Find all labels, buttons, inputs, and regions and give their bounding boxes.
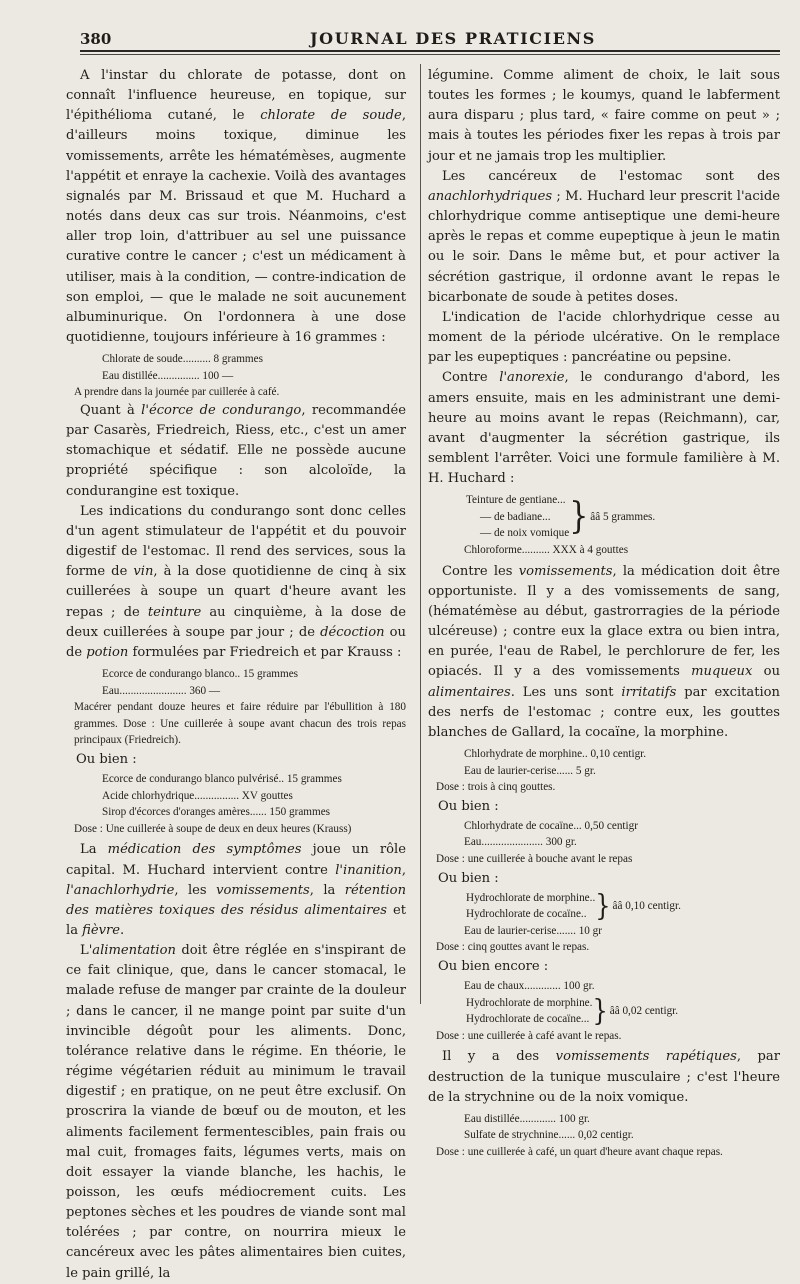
formula-line: Chlorate de soude.......... 8 grammes — [102, 353, 263, 366]
formula-line: Teinture de gentiane... — [466, 494, 566, 507]
formula-line: Eau distillée............. 100 gr. — [464, 1112, 590, 1125]
left-column — [66, 66, 406, 1284]
ou-bien-label: Ou bien : — [438, 870, 499, 886]
page-header — [80, 28, 780, 50]
formula-line: Hydrochlorate de morphine.. — [466, 891, 596, 904]
paragraph-acide: L'indication de l'acide chlorhydrique cesse au moment de la période ulcérative. On le remplace par les eupeptiques : pancréatine ou pepsine. — [428, 309, 780, 366]
formula-line: Eau........................ 360 — — [102, 684, 221, 697]
formula-line: Hydrochlorate de morphine. — [466, 996, 593, 1009]
formula-line: Ecorce de condurango blanco pulvérisé.. 15 grammes — [102, 772, 342, 785]
paragraph-rapetiques: Il y a des vomissements rapétiques, par destruction de la tunique musculaire ; c'est l'heure de la strychnine ou de la noix vomique. — [428, 1049, 781, 1105]
formula-line: — de noix vomique — [480, 527, 570, 540]
formula-note: Dose : cinq gouttes avant le repas. — [436, 941, 590, 954]
paragraph-indications: Les indications du condurango sont donc celles d'un agent stimulateur de l'appétit et du pouvoir digestif de l'estomac. Il rend des services, sous la forme de vin, à la dose quotidienne de cinq à six cuillerées à soupe un quart d'heure avant les repas ; de teinture au cinquième, à la dose de deux cuillerées à soupe par jour ; de décoction ou de potion formulées par Friedreich et par Krauss : — [66, 503, 407, 660]
formula-group — [428, 492, 780, 542]
paragraph-legumine: légumine. Comme aliment de choix, le lait sous toutes les formes ; le koumys, quand le labferment aura disparu ; plus tard, « faire comme on peut » ; mais à toutes les périodes fixer les repas à trois par jour et ne jamais trop les multiplier. — [428, 68, 780, 164]
paragraph-alimentation: L'alimentation doit être réglée en s'inspirant de ce fait clinique, que, dans le cancer stomacal, le malade refuse de manger par crainte de la douleur ; dans le cancer, il ne mange point par suite d'un invincible dégoût pour les aliments. Donc, tolérance relative dans le régime. En théorie, le régime végétarien réduit au minimum le travail digestif ; en pratique, on ne peut être exclusif. On proscrira la viande de bœuf ou de mouton, et les aliments facilement fermentescibles, pain frais ou mal cuit, fromages faits, légumes verts, mais on doit essayer la viande blanche, les hachis, le poisson, les œufs médiocrement cuits. Les peptones sèches et les poudres de viande sont mal tolérées ; par contre, on nourrira mieux le cancéreux avec les pâtes alimentaires bien cuites, le pain grillé, la — [66, 943, 406, 1281]
formula-note: Dose : une cuillerée à café avant le repas. — [436, 1029, 622, 1042]
ou-bien-label: Ou bien encore : — [438, 959, 549, 974]
formula-line: Chlorhydrate de cocaïne... 0,50 centigr — [464, 819, 638, 832]
formula-note: Dose : une cuillerée à bouche avant le repas — [436, 853, 633, 866]
formula-note: Macérer pendant douze heures et faire réduire par l'ébullition à 180 grammes. Dose : Une cuillerée à soupe avant chacun des trois repas principaux (Friedreich). — [74, 701, 406, 747]
formula-line: Sirop d'écorces d'oranges amères...... 150 grammes — [102, 806, 331, 819]
formula-line: Eau de chaux............. 100 gr. — [464, 980, 595, 992]
formula-dose: ââ 5 grammes. — [590, 510, 656, 523]
formula-dose: ââ 0,02 centigr. — [609, 1004, 679, 1017]
paragraph-symptomes: La médication des symptômes joue un rôle capital. M. Huchard intervient contre l'inanition, l'anachlorhydrie, les vomissements, la rétention des matières toxiques des résidus alimentaires et la fièvre. — [66, 842, 406, 938]
page-number: 380 — [80, 30, 112, 48]
formula-note: Dose : Une cuillerée à soupe de deux en deux heures (Krauss) — [74, 822, 352, 835]
formula-note: Dose : une cuillerée à café, un quart d'heure avant chaque repas. — [436, 1146, 723, 1159]
formula-dose: ââ 0,10 centigr. — [612, 899, 681, 912]
formula-line: — de badiane... — [480, 510, 551, 523]
formula-line: Eau...................... 300 gr. — [464, 836, 577, 849]
paragraph-anorexie: Contre l'anorexie, le condurango d'abord, les amers ensuite, mais en les administrant une demi-heure au moins avant le repas (Reichmann), car, avant d'augmenter la sécrétion gastrique, ils semblent l'arrêter. Voici une formule familière à M. H. Huchard : — [428, 370, 780, 487]
formula-line: Hydrochlorate de cocaïne... — [466, 1013, 590, 1026]
paragraph-condurango: Quant à l'écorce de condurango, recommandée par Casarès, Friedreich, Riess, etc., c'est un amer stomachique et sédatif. Elle ne possède aucune propriété spécifique : son alcoloïde, la condurangine est toxique. — [66, 402, 406, 499]
brace-icon: } — [595, 889, 611, 924]
ou-bien-label: Ou bien : — [76, 751, 137, 767]
formula-line: Eau de laurier-cerise....... 10 gr — [464, 924, 603, 937]
formula-group — [428, 995, 780, 1028]
brace-icon: } — [592, 994, 608, 1028]
formula-line: Eau distillée............... 100 — — [102, 369, 234, 382]
formula-line: Eau de laurier-cerise...... 5 gr. — [464, 764, 596, 777]
ou-bien-label: Ou bien : — [438, 798, 499, 814]
right-column — [428, 66, 780, 1161]
formula-line: Hydrochlorate de cocaïne.. — [466, 908, 587, 921]
column-separator — [420, 64, 421, 1004]
paragraph-vomissements: Contre les vomissements, la médication doit être opportuniste. Il y a des vomissements de sang, (hématémèse au début, gastrorragies de la période ulcéreuse) ; contre eux la glace extra ou bien intra, en purée, l'eau de Rabel, le perchlorure de fer, les opiacés. Il y a des vomissements muqueux ou alimentaires. Les uns sont irritatifs par excitation des nerfs de l'estomac ; contre eux, les gouttes blanches de Gallard, la cocaïne, la morphine. — [428, 563, 780, 740]
formula-line: Ecorce de condurango blanco.. 15 grammes — [102, 668, 299, 680]
formula-line: Chlorhydrate de morphine.. 0,10 centigr. — [464, 748, 647, 761]
paragraph-anachlorhydriques: Les cancéreux de l'estomac sont des anachlorhydriques ; M. Huchard leur prescrit l'acide chlorhydrique comme antiseptique une demi-heure après le repas et comme eupeptique à jeun le matin ou le soir. Dans le même but, et pour activer la sécrétion gastrique, il ordonne avant le repas le bicarbonate de soude à petites doses. — [428, 168, 780, 305]
running-title: JOURNAL DES PRATICIENS — [310, 29, 596, 48]
header-rule — [80, 50, 780, 52]
formula-note: Dose : trois à cinq gouttes. — [436, 781, 556, 794]
formula-line: Chloroforme.......... XXX à 4 gouttes — [464, 544, 629, 557]
paragraph-chlorate: A l'instar du chlorate de potasse, dont on connaît l'influence heureuse, en topique, sur l'épithélioma cutané, le chlorate de soude, d'ailleurs moins toxique, diminue les vomissements, arrête les hématémèses, augmente l'appétit et enraye la cachexie. Voilà des avantages signalés par M. Brissaud et que M. Huchard a notés dans deux cas sur trois. Néanmoins, c'est aller trop loin, d'attribuer au sel une puissance curative contre le cancer ; c'est un médicament à utiliser, mais à la condition, — contre-indication de son emploi, — que le malade ne soit aucunement albuminurique. On l'ordonnera à une dose quotidienne, toujours inférieure à 16 grammes : — [66, 68, 406, 346]
header-rule-thin — [80, 54, 780, 55]
formula-group — [428, 890, 780, 923]
formula-line: Sulfate de strychnine...... 0,02 centigr. — [464, 1129, 634, 1142]
formula-line: Acide chlorhydrique................ XV gouttes — [102, 789, 293, 802]
formula-note: A prendre dans la journée par cuillerée à café. — [74, 386, 280, 399]
brace-icon: } — [569, 495, 589, 538]
